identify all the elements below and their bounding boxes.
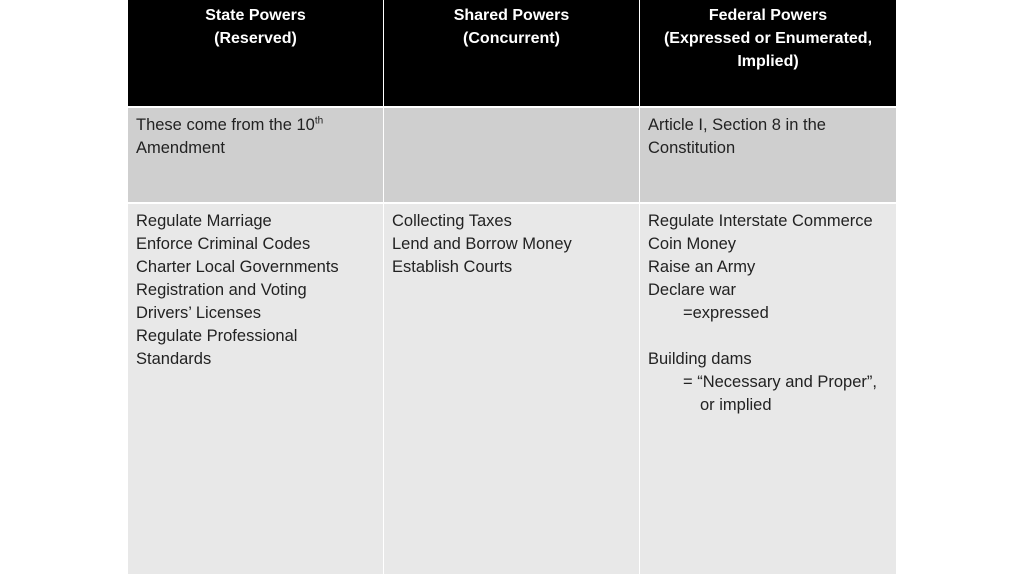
list-item: Registration and Voting [136,281,307,299]
list-item: Regulate Professional [136,327,298,345]
federal-source-cell [640,108,896,204]
list-item: Declare war [648,281,737,299]
header-subtitle: (Reserved) [214,30,297,47]
federal-source-line1: Article I, Section 8 in the [648,116,826,134]
list-item: Coin Money [648,235,737,253]
list-item: Building dams [648,350,752,368]
list-item: Enforce Criminal Codes [136,235,311,253]
state-source-text-cont: Amendment [136,139,225,157]
state-source-line [136,114,375,137]
implied-note-cont: or implied [700,396,772,414]
state-powers-cell [128,204,384,576]
list-item: Lend and Borrow Money [392,235,572,253]
implied-note: = “Necessary and Proper”, [683,373,877,391]
list-item: Establish Courts [392,258,513,276]
header-state-powers [128,0,384,108]
header-title: State Powers [205,7,306,24]
list-item: Collecting Taxes [392,212,512,230]
list-item: Standards [136,350,212,368]
powers-table [128,0,896,576]
shared-source-cell [384,108,640,204]
list-item: Drivers’ Licenses [136,304,262,322]
list-item: Regulate Marriage [136,212,272,230]
header-shared-powers [384,0,640,108]
header-title: Federal Powers [708,7,828,24]
header-subtitle: (Expressed or Enumerated, [663,30,873,47]
list-item: Charter Local Governments [136,258,339,276]
header-subtitle-cont: Implied) [737,53,799,70]
federal-source-line2: Constitution [648,139,736,157]
header-title: Shared Powers [453,7,570,24]
header-federal-powers [640,0,896,108]
shared-powers-cell [384,204,640,576]
list-item: Raise an Army [648,258,756,276]
ordinal-suffix: th [314,115,324,127]
state-source-text: These come from the 10 [136,116,315,134]
spacer [648,325,888,348]
expressed-note: =expressed [683,304,769,322]
federal-powers-cell [640,204,896,576]
header-subtitle: (Concurrent) [463,30,560,47]
list-item: Regulate Interstate Commerce [648,212,873,230]
state-source-cell [128,108,384,204]
